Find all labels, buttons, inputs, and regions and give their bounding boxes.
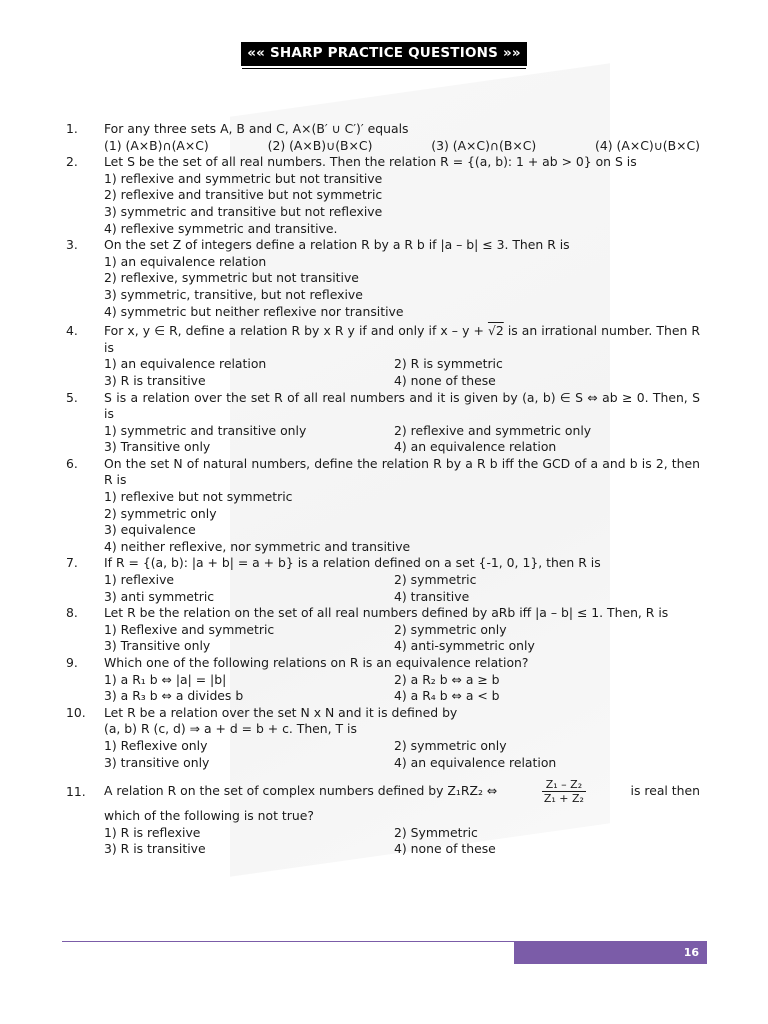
option: 3) transitive only [104, 754, 210, 770]
question-stem: If R = {(a, b): |a + b| = a + b} is a relation defined on a set {-1, 0, 1}, then R is [104, 555, 601, 571]
option: 1) R is reflexive [104, 824, 201, 840]
question-stem: Which one of the following relations on R is an equivalence relation? [104, 655, 529, 670]
question-2: 2. Let S be the set of all real numbers. Then the relation R = {(a, b): 1 + ab > 0} on S is 1) reflexive and symmetric but not transitive 2) reflexive and transitive but not symmetric 3) symmetric and transitive but not reflexive 4) reflexive symmetric and transitive. [66, 154, 700, 237]
question-8: 8. Let R be the relation on the set of all real numbers defined by aRb iff |a – b| ≤ 1. Then, R is 1) Reflexive and symmetric 2) symmetric only 3) Transitive only 4) anti-symmetric only [66, 605, 700, 655]
section-title: «« SHARP PRACTICE QUESTIONS »» [241, 42, 527, 66]
question-5: 5. S is a relation over the set R of all real numbers and it is given by (a, b) ∈ S ⇔ ab ≥ 0. Then, S is 1) symmetric and transitive only 2) reflexive and symmetric only 3) Transitive only 4) an equivalence relation [66, 389, 700, 455]
option: 3) R is transitive [104, 841, 206, 857]
question-stem: A relation R on the set of complex numbers defined by Z₁RZ₂ ⇔ $\frac{\text{Z₁ – Z₂}}{\text{Z₁ + Z₂}}$ is real then [104, 778, 700, 806]
option: 2) a R₂ b ⇔ a ≥ b [394, 671, 500, 687]
question-11: 11. A relation R on the set of complex numbers defined by Z₁RZ₂ ⇔ $\frac{\text{Z₁ – Z₂}}{\text{Z₁ + Z₂}}$ is real then which of the following is not true? 1) R is reflexive 2) Symmetric 3) R is transitive 4) none of these [66, 778, 700, 857]
fraction: $\frac{\text{Z₁ – Z₂}}{\text{Z₁ + Z₂}}$ [543, 778, 584, 806]
option: 3) symmetric and transitive but not reflexive [104, 203, 383, 219]
options [104, 672, 700, 705]
option: 3) symmetric, transitive, but not reflexive [104, 286, 363, 302]
option: 4) anti-symmetric only [394, 638, 535, 654]
option: 2) reflexive and symmetric only [394, 422, 592, 438]
question-7: 7. If R = {(a, b): |a + b| = a + b} is a relation defined on a set {-1, 0, 1}, then R is 1) reflexive 2) symmetric 3) anti symmetric 4) transitive [66, 555, 700, 605]
question-stem: For x, y ∈ R, define a relation R by x R y if and only if x – y + √2 is an irrational number. Then R is [104, 323, 700, 355]
option: 1) symmetric and transitive only [104, 422, 307, 438]
option: 3) Transitive only [104, 439, 211, 455]
option: 3) equivalence [104, 522, 196, 538]
option: 2) reflexive and transitive but not symmetric [104, 187, 383, 203]
sqrt-term: √2 [487, 323, 504, 339]
question-3: 3. On the set Z of integers define a relation R by a R b if |a – b| ≤ 3. Then R is 1) an equivalence relation 2) reflexive, symmetric but not transitive 3) symmetric, transitive, but not reflexive 4) symmetric but neither reflexive nor transitive [66, 237, 700, 320]
page-number: 16 [683, 946, 699, 959]
question-9: 9. Which one of the following relations on R is an equivalence relation? 1) a R₁ b ⇔ |a| = |b| 2) a R₂ b ⇔ a ≥ b 3) a R₃ b ⇔ a divides b 4) a R₄ b ⇔ a < b [66, 655, 700, 705]
question-stem: S is a relation over the set R of all real numbers and it is given by (a, b) ∈ S ⇔ ab ≥ 0. Then, S is [104, 389, 700, 422]
question-stem: For any three sets A, B and C, A×(B′ ∪ C′)′ equals [104, 121, 409, 136]
options [104, 622, 700, 655]
question-4: 4. For x, y ∈ R, define a relation R by x R y if and only if x – y + √2 is an irrational number. Then R is 1) an equivalence relation 2) R is symmetric 3) R is transitive 4) none of these [66, 323, 700, 388]
question-stem: On the set N of natural numbers, define the relation R by a R b iff the GCD of a and b is 2, then R is [104, 455, 700, 488]
option: 4) an equivalence relation [394, 439, 557, 455]
option: 1) Reflexive and symmetric [104, 621, 275, 637]
options [104, 572, 700, 605]
option: 4) symmetric but neither reflexive nor transitive [104, 303, 404, 319]
question-stem: On the set Z of integers define a relation R by a R b if |a – b| ≤ 3. Then R is [104, 237, 570, 253]
footer-bar [514, 942, 707, 964]
option: 2) reflexive, symmetric but not transitive [104, 270, 359, 286]
option: 1) a R₁ b ⇔ |a| = |b| [104, 671, 227, 687]
page-title [0, 42, 768, 66]
option: 1) an equivalence relation [104, 253, 267, 269]
option: 2) symmetric only [394, 737, 507, 753]
option: 3) anti symmetric [104, 588, 215, 604]
option: 4) none of these [394, 841, 496, 857]
option: 1) reflexive and symmetric but not transitive [104, 170, 383, 186]
option: 4) none of these [394, 372, 496, 388]
option: 4) an equivalence relation [394, 754, 557, 770]
option: 4) a R₄ b ⇔ a < b [394, 688, 500, 704]
option: 1) reflexive but not symmetric [104, 489, 293, 505]
question-stem-cont: (a, b) R (c, d) ⇒ a + d = b + c. Then, T is [104, 721, 357, 737]
options [104, 356, 700, 389]
option: 2) symmetric only [104, 505, 217, 521]
options [104, 738, 700, 771]
question-stem: Let R be the relation on the set of all real numbers defined by aRb iff |a – b| ≤ 1. Then, R is [104, 605, 669, 621]
question-stem-cont: which of the following is not true? [104, 808, 314, 824]
option: 4) reflexive symmetric and transitive. [104, 220, 338, 236]
question-stem: Let S be the set of all real numbers. Then the relation R = {(a, b): 1 + ab > 0} on S is [104, 154, 637, 170]
option: 1) Reflexive only [104, 737, 208, 753]
question-stem: Let R be a relation over the set N x N and it is defined by [104, 704, 458, 720]
option: (2) (A×B)∪(B×C) [267, 137, 373, 153]
option: 4) transitive [394, 588, 470, 604]
option: (1) (A×B)∩(A×C) [104, 137, 209, 153]
option: 2) Symmetric [394, 824, 478, 840]
option: (3) (A×C)∩(B×C) [431, 137, 537, 153]
option: 4) neither reflexive, nor symmetric and transitive [104, 538, 411, 554]
option: 3) a R₃ b ⇔ a divides b [104, 688, 244, 704]
options [104, 423, 700, 456]
option: (4) (A×C)∪(B×C) [595, 137, 700, 153]
option: 2) symmetric only [394, 621, 507, 637]
option: 2) R is symmetric [394, 356, 503, 372]
question-6: 6. On the set N of natural numbers, define the relation R by a R b iff the GCD of a and b is 2, then R is 1) reflexive but not symmetric 2) symmetric only 3) equivalence 4) neither reflexive, nor symmetric and transitive [66, 455, 700, 554]
question-10: 10. Let R be a relation over the set N x N and it is defined by (a, b) R (c, d) ⇒ a + d = b + c. Then, T is 1) Reflexive only 2) symmetric only 3) transitive only 4) an equivalence relation [66, 705, 700, 771]
option: 3) Transitive only [104, 638, 211, 654]
option: 2) symmetric [394, 572, 477, 588]
question-1: 1. For any three sets A, B and C, A×(B′ ∪ C′)′ equals (1) (A×B)∩(A×C) (2) (A×B)∪(B×C) (3) (A×C)∩(B×C) (4) (A×C)∪(B×C) [66, 121, 700, 153]
options [104, 825, 700, 858]
options [104, 138, 700, 155]
option: 1) reflexive [104, 572, 175, 588]
option: 1) an equivalence relation [104, 356, 267, 372]
option: 3) R is transitive [104, 372, 206, 388]
question-list [66, 121, 700, 858]
